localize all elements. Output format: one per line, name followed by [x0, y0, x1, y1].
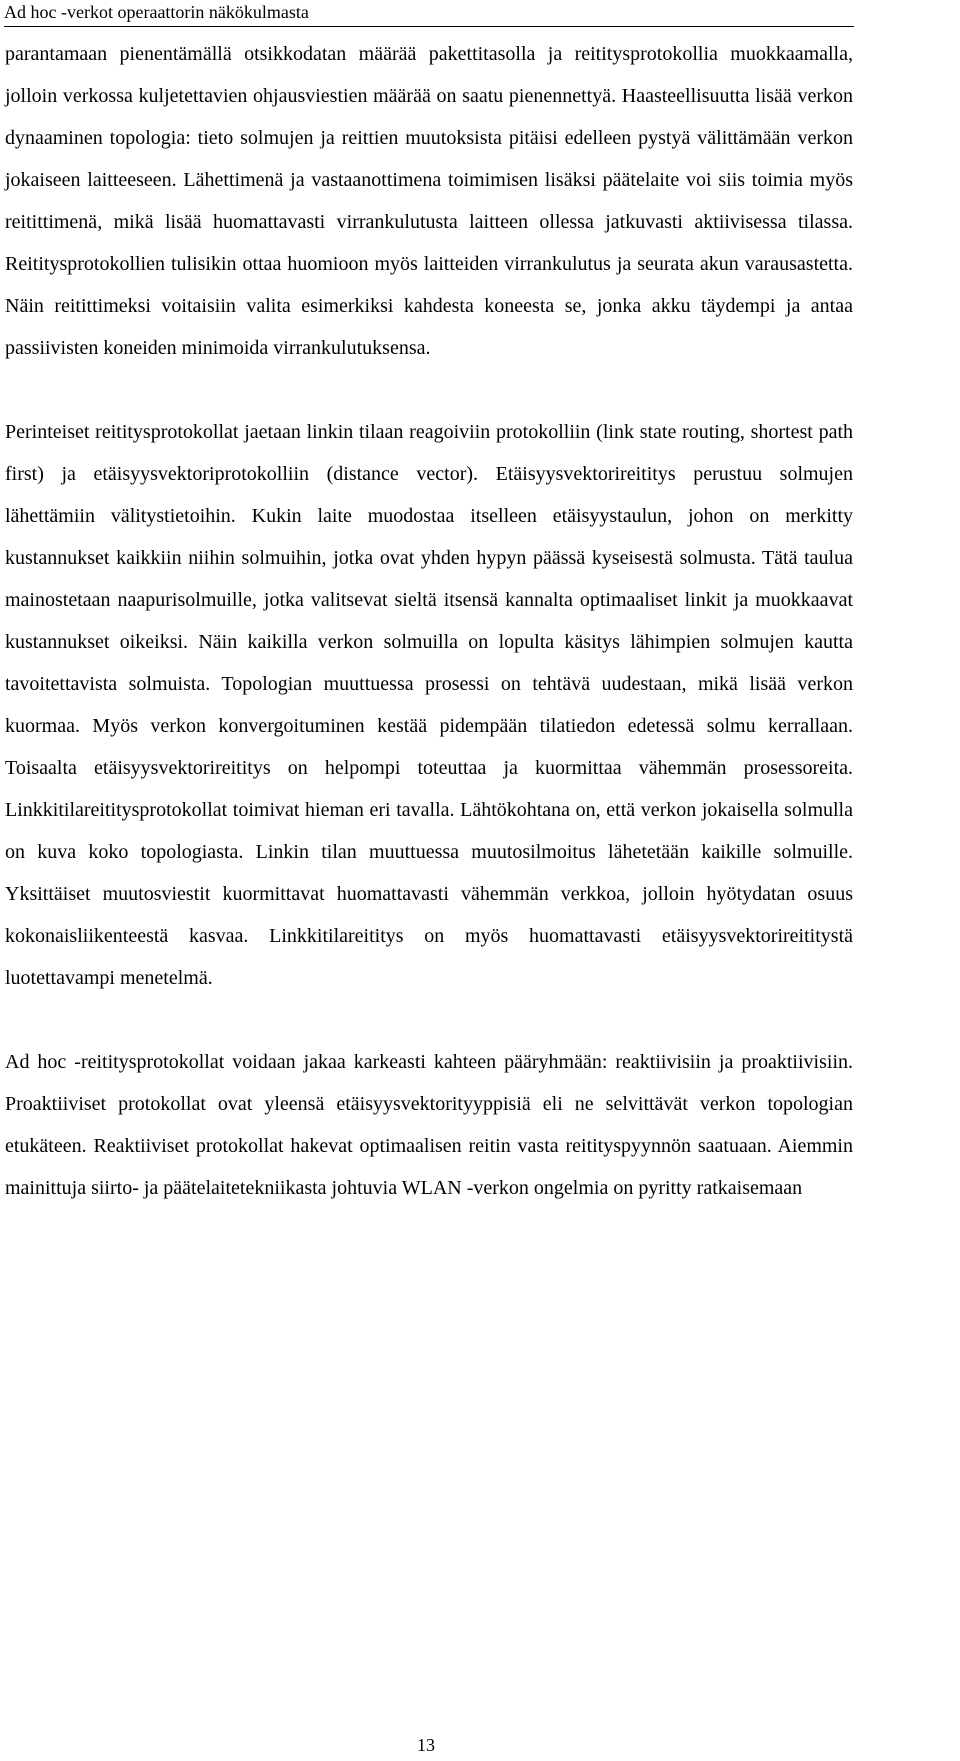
- paragraph-1: parantamaan pienentämällä otsikkodatan määrää pakettitasolla ja reititysprotokollia muokkaamalla, jolloin verkossa kuljetettavien ohjausviestien määrää on saatu pienennettyä. Haasteellisuutta lisää verkon dynaaminen topologia: tieto solmujen ja reittien muutoksista pitäisi edelleen pystyä välittämään verkon jokaiseen laitteeseen. Lähettimenä ja vastaanottimena toimimisen lisäksi päätelaite voi siis toimia myös reitittimenä, mikä lisää huomattavasti virrankulutusta laitteen ollessa jatkuvasti aktiivisessa tilassa. Reititysprotokollien tulisikin ottaa huomioon myös laitteiden virrankulutus ja seurata akun varausastetta. Näin reitittimeksi voitaisiin valita esimerkiksi kahdesta koneesta se, jonka akku täydempi ja antaa passiivisten koneiden minimoida virrankulutuksensa.: [5, 43, 853, 359]
- paragraph-2: Perinteiset reititysprotokollat jaetaan linkin tilaan reagoiviin protokolliin (link state routing, shortest path first) ja etäisyysvektoriprotokolliin (distance vector). Etäisyysvektorireititys perustuu solmujen lähettämiin välitystietoihin. Kukin laite muodostaa itselleen etäisyystaulun, johon on merkitty kustannukset kaikkiin niihin solmuihin, jotka ovat yhden hypyn päässä kyseisestä solmusta. Tätä taulua mainostetaan naapurisolmuille, jotka valitsevat sieltä itsensä kannalta optimaaliset linkit ja muokkaavat kustannukset oikeiksi. Näin kaikilla verkon solmuilla on lopulta käsitys lähimpien solmujen kautta tavoitettavista solmuista. Topologian muuttuessa prosessi on tehtävä uudestaan, mikä lisää verkon kuormaa. Myös verkon konvergoituminen kestää pidempään tilatiedon edetessä solmu kerrallaan. Toisaalta etäisyysvektorireititys on helpompi toteuttaa ja kuormittaa vähemmän prosessoreita. Linkkitilareititysprotokollat toimivat hieman eri tavalla. Lähtökohtana on, että verkon jokaisella solmulla on kuva koko topologiasta. Linkin tilan muuttuessa muutosilmoitus lähetetään kaikille solmuille. Yksittäiset muutosviestit kuormittavat huomattavasti vähemmän verkkoa, jolloin hyötydatan osuus kokonaisliikenteestä kasvaa. Linkkitilareititys on myös huomattavasti etäisyysvektorireititystä luotettavampi menetelmä.: [5, 421, 853, 989]
- document-body: [5, 33, 853, 1209]
- paragraph-3: Ad hoc -reititysprotokollat voidaan jakaa karkeasti kahteen pääryhmään: reaktiivisiin ja proaktiivisiin. Proaktiiviset protokollat ovat yleensä etäisyysvektorityyppisiä eli ne selvittävät verkon topologian etukäteen. Reaktiiviset protokollat hakevat optimaalisen reitin vasta reitityspyynnön saatuaan. Aiemmin mainittuja siirto- ja päätelaitetekniikasta johtuvia WLAN -verkon ongelmia on pyritty ratkaisemaan: [5, 1051, 853, 1199]
- running-header: Ad hoc -verkot operaattorin näkökulmasta: [4, 0, 854, 27]
- page-number: 13: [417, 1735, 435, 1755]
